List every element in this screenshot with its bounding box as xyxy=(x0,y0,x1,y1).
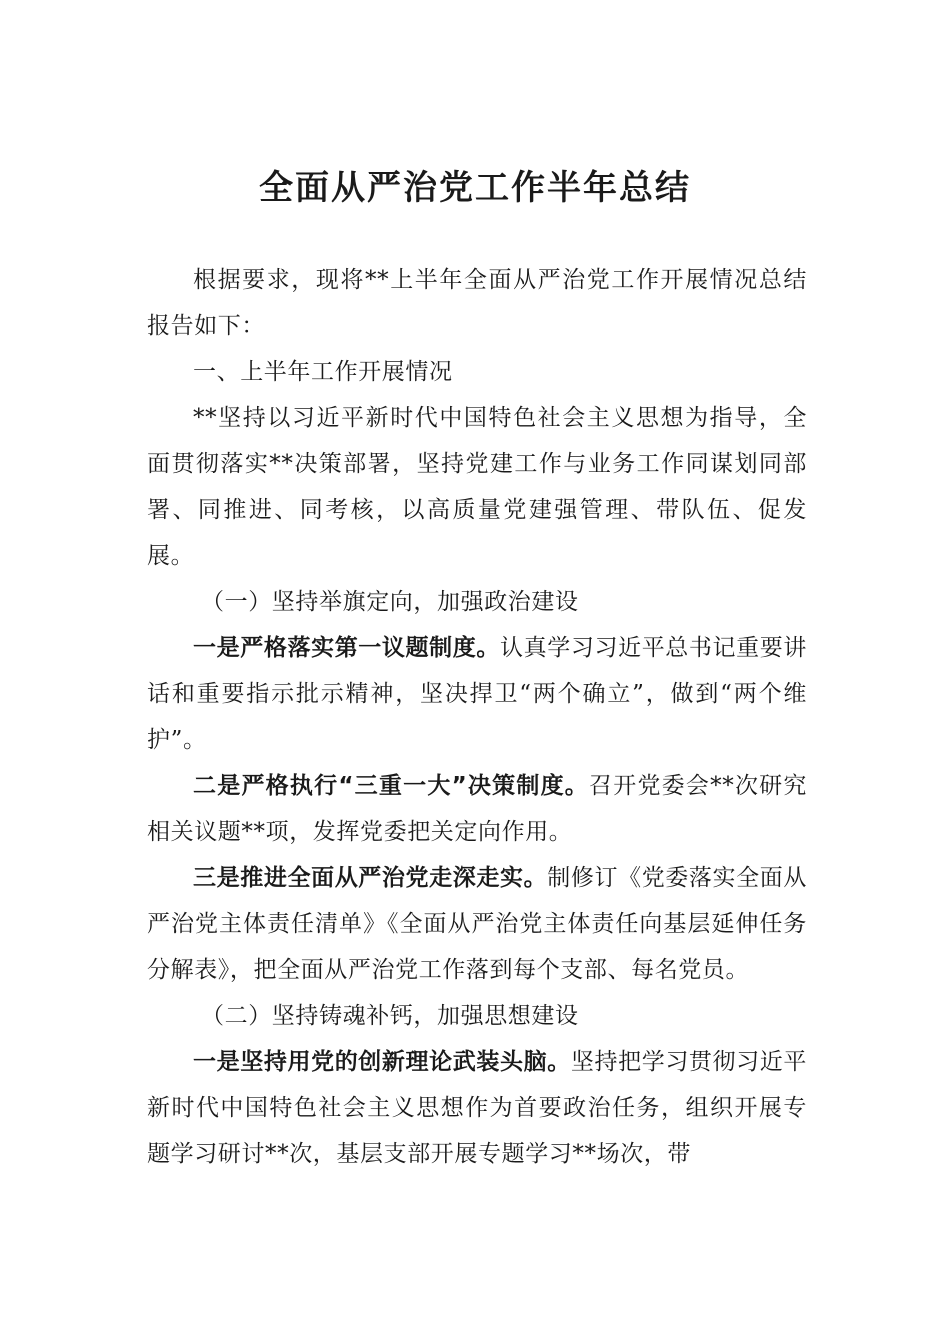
section-summary: **坚持以习近平新时代中国特色社会主义思想为指导，全面贯彻落实**决策部署，坚持党建工作与业务工作同谋划同部署、同推进、同考核，以高质量党建强管理、带队伍、促发展。 xyxy=(147,405,807,569)
document-body xyxy=(147,257,807,1177)
list-item xyxy=(147,855,807,993)
item-lead: 三是推进全面从严治党走深走实。 xyxy=(193,865,548,891)
item-lead: 一是坚持用党的创新理论武装头脑。 xyxy=(193,1049,571,1075)
item-lead: 二是严格执行“三重一大”决策制度。 xyxy=(193,773,590,799)
item-text: 制修订《党委落实全面从严治党主体责任清单》《全面从严治党主体责任向基层延伸任务分解表》，把全面从严治党工作落到每个支部、每名党员。 xyxy=(147,865,807,983)
item-text: 召开党委会**次研究相关议题**项，发挥党委把关定向作用。 xyxy=(147,773,807,845)
item-lead: 一是严格落实第一议题制度。 xyxy=(193,635,500,661)
subsection-heading-2: （二）坚持铸魂补钙，加强思想建设 xyxy=(201,1003,579,1029)
section-heading: 一、上半年工作开展情况 xyxy=(193,359,453,385)
item-text: 坚持把学习贯彻习近平新时代中国特色社会主义思想作为首要政治任务，组织开展专题学习研讨**次，基层支部开展专题学习**场次，带 xyxy=(147,1049,807,1167)
list-item xyxy=(147,1039,807,1177)
list-item xyxy=(147,625,807,763)
subsection-heading-1: （一）坚持举旗定向，加强政治建设 xyxy=(201,589,579,615)
intro-paragraph: 根据要求，现将**上半年全面从严治党工作开展情况总结报告如下： xyxy=(147,267,807,339)
item-text: 认真学习习近平总书记重要讲话和重要指示批示精神，坚决捍卫“两个确立”，做到“两个维护”。 xyxy=(147,635,807,753)
list-item xyxy=(147,763,807,855)
document-title: 全面从严治党工作半年总结 xyxy=(259,168,691,208)
